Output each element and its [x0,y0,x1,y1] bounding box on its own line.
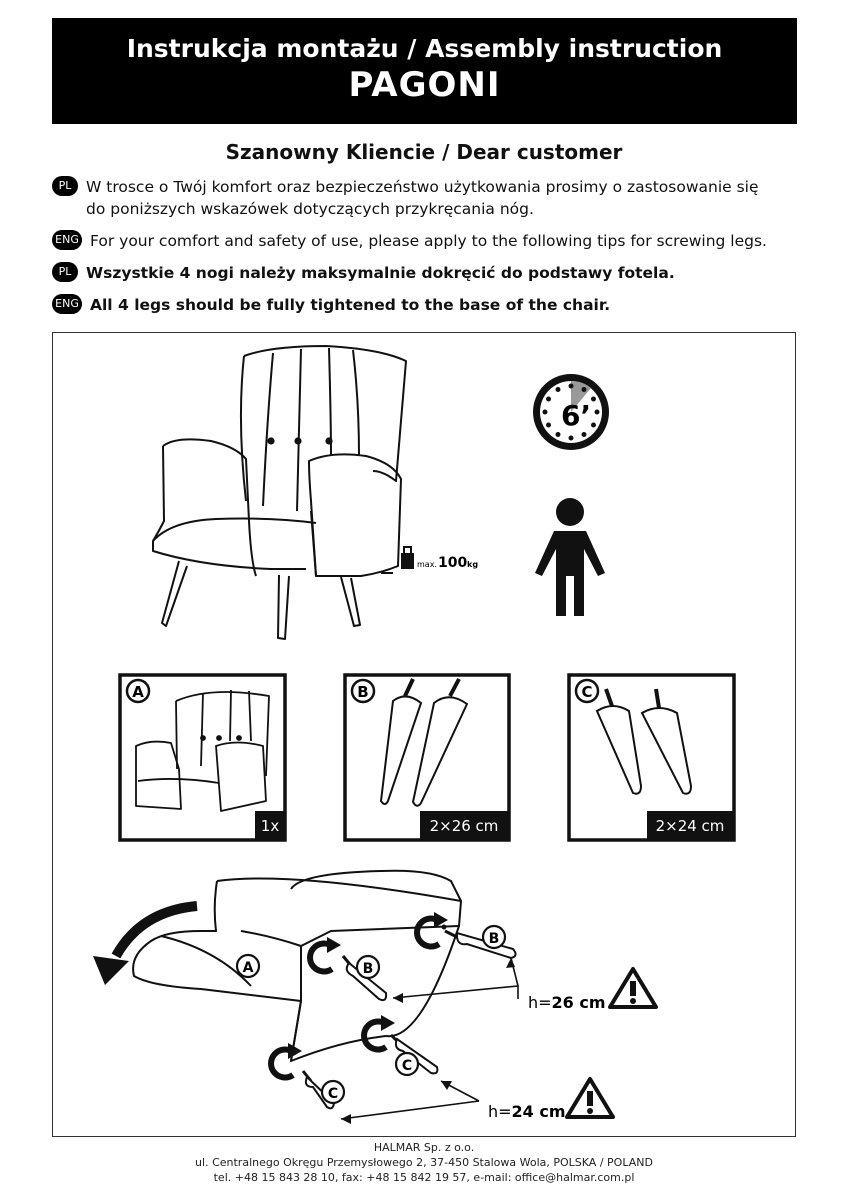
assembly-part-a: A [242,960,254,976]
footer [0,1140,848,1185]
intro-pl-2: PL Wszystkie 4 nogi należy maksymalnie dokręcić do podstawy fotela. [52,262,675,284]
greeting: Szanowny Kliencie / Dear customer [225,140,623,164]
lang-badge-eng: ENG [52,230,82,250]
armchair-illustration [153,346,406,639]
h24-label: h=24 cm [488,1102,566,1121]
illustration-frame [52,332,796,1137]
lang-badge-pl: PL [52,262,78,282]
part-c-box [569,675,734,840]
weight-unit: kg [467,560,479,569]
lang-badge-pl: PL [52,176,78,196]
intro-eng-2: ENG All 4 legs should be fully tightened to the base of the chair. [52,294,610,316]
warning-icon [567,1079,613,1117]
part-a-letter: A [132,683,144,701]
lang-badge-eng: ENG [52,294,82,314]
intro-pl-1: PL W trosce o Twój komfort oraz bezpieczeństwo użytkowania prosimy o zastosowanie się do poniższych wskazówek dotyczących przykręcania nóg. [52,176,759,220]
weight-value: 100 [438,555,468,571]
person-icon [535,498,605,616]
company-name: HALMAR Sp. z o.o. [373,1141,475,1154]
assembly-part-b-1: B [362,961,374,977]
product-name: PAGONI [348,65,501,105]
warning-icon [610,969,656,1007]
header-banner [52,18,797,124]
part-b-qty: 2×26 cm [429,817,499,835]
document-title: Instrukcja montażu / Assembly instruction [126,34,723,63]
assembly-part-c-2: C [327,1086,339,1102]
part-b-box [345,675,509,840]
screw-rotation-icon [364,1015,395,1050]
assembly-time: 6’ [560,399,592,432]
assembly-part-b-2: B [488,931,500,947]
part-c-letter: C [581,683,593,701]
assembly-part-c-1: C [401,1058,413,1074]
company-contact: tel. +48 15 843 28 10, fax: +48 15 842 19 57, e-mail: office@halmar.com.pl [213,1171,635,1184]
part-a-box [120,675,285,840]
intro-eng-1: ENG For your comfort and safety of use, please apply to the following tips for screwing legs. [52,230,767,252]
weight-icon [401,547,414,569]
part-c-qty: 2×24 cm [655,817,725,835]
company-address: ul. Centralnego Okręgu Przemysłowego 2, 37-450 Stalowa Wola, POLSKA / POLAND [195,1156,653,1169]
part-a-qty: 1x [260,817,280,835]
h26-label: h=26 cm [528,993,606,1012]
part-b-letter: B [357,683,369,701]
weight-prefix: max. [417,560,437,569]
screw-rotation-icon [271,1043,302,1078]
screw-rotation-icon [417,912,448,947]
assembly-diagram [133,871,461,1061]
screw-rotation-icon [310,937,341,972]
